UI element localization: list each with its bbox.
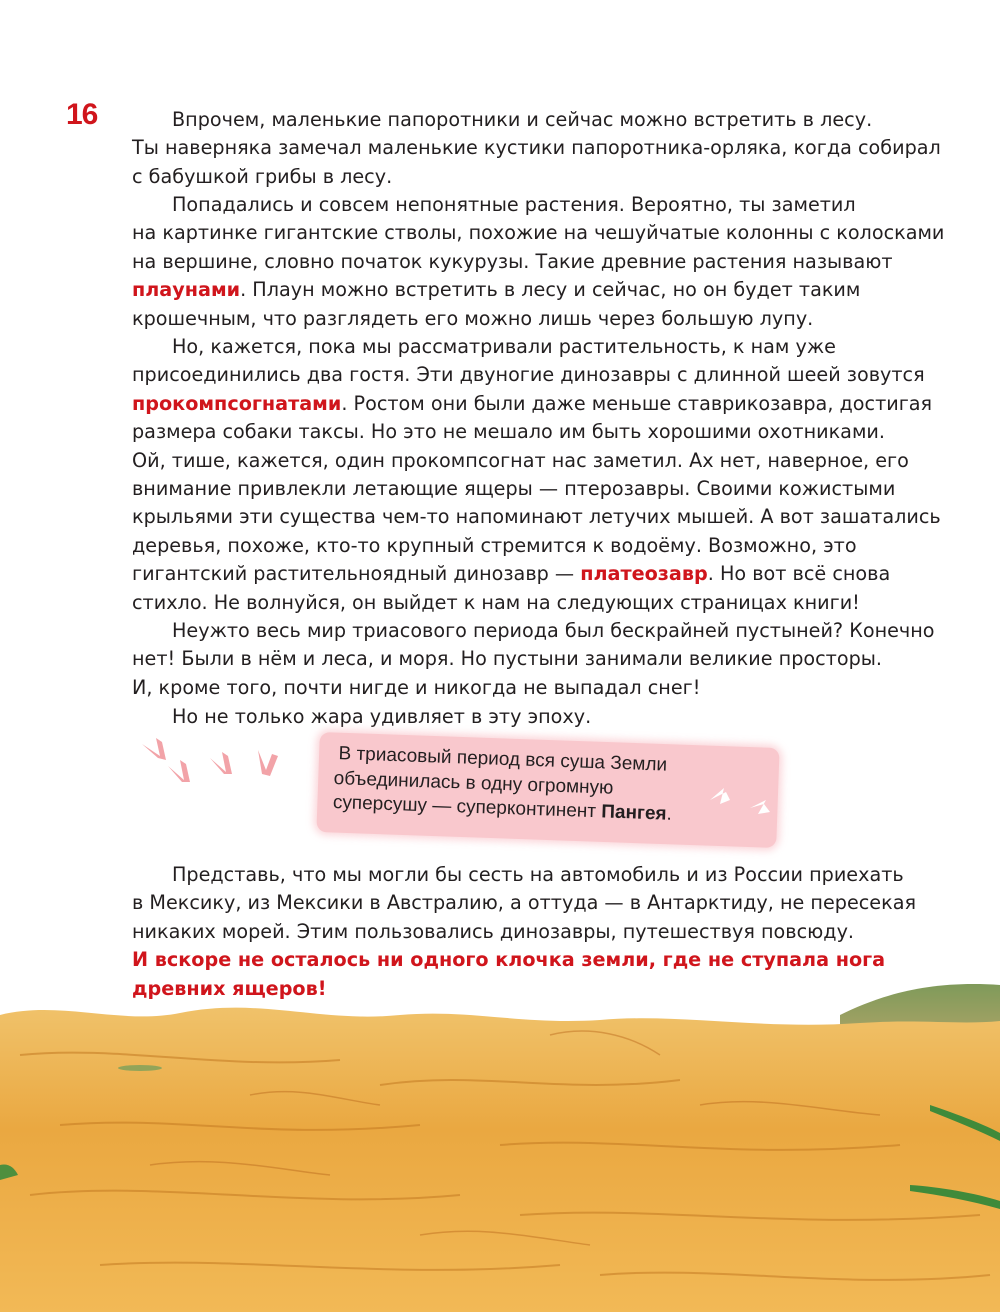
text-line	[132, 560, 908, 588]
text-line: на вершине, словно початок кукурузы. Такие древние растения называют	[132, 249, 893, 273]
text-line: Впрочем, маленькие папоротники и сейчас можно встретить в лесу.	[172, 108, 873, 131]
text-line: Представь, что мы могли бы сесть на автомобиль и из России приехать	[172, 863, 904, 886]
text-line: внимание привлекли летающие ящеры — птерозавры. Своими кожистыми	[132, 477, 896, 501]
page-number: 16	[66, 98, 98, 131]
term-pangaea: Пангея	[600, 801, 667, 825]
birds-illustration	[138, 730, 298, 810]
paragraph-heat	[132, 703, 908, 731]
bird-icon	[168, 760, 190, 782]
term-plateosaurus: платеозавр	[580, 562, 708, 586]
callout-text	[332, 742, 764, 830]
text-fragment: . Плаун можно встретить в лесу и сейчас, но он будет таким	[240, 278, 861, 302]
sand-dunes	[0, 1008, 1000, 1312]
paragraph-deserts	[132, 617, 935, 702]
highlight-line: И вскоре не осталось ни одного клочка земли, где не ступала нога	[132, 948, 886, 972]
highlight-line: древних ящеров!	[132, 976, 327, 1000]
text-line: размера собаки таксы. Но это не мешало им быть хорошими охотниками.	[132, 420, 885, 444]
bird-icon	[258, 750, 278, 776]
text-line: на картинке гигантские стволы, похожие на чешуйчатые колонны с колосками	[132, 221, 945, 245]
paragraph-ferns	[132, 106, 941, 191]
text-line: нет! Были в нём и леса, и моря. Но пустыни занимали великие просторы.	[132, 647, 883, 671]
paragraph-procompsognathus	[132, 333, 941, 617]
bird-icon	[750, 800, 770, 814]
paragraph-lycopods	[132, 191, 945, 333]
text-line: крошечным, что разглядеть его можно лишь через большую лупу.	[132, 306, 814, 330]
text-line: Неужто весь мир триасового периода был бескрайней пустыней? Конечно	[172, 619, 935, 642]
text-line: крыльями эти существа чем-то напоминают летучих мышей. А вот зашатались	[132, 505, 941, 529]
text-fragment: .	[666, 803, 673, 825]
term-procompsognathus: прокомпсогнатами	[132, 391, 342, 415]
callout-line: В триасовый период вся суша Земли	[338, 743, 668, 776]
text-line: Ой, тише, кажется, один прокомпсогнат нас заметил. Ах нет, наверное, его	[132, 448, 909, 472]
desert-landscape-illustration	[0, 975, 1000, 1312]
term-lycopods: плаунами	[132, 278, 241, 302]
text-line: стихло. Не волнуйся, он выйдет к нам на следующих страницах книги!	[132, 590, 860, 614]
bird-icon	[142, 738, 166, 760]
text-fragment: гигантский растительноядный динозавр —	[132, 562, 581, 586]
text-line: присоединились два гостя. Эти двуногие динозавры с длинной шеей зовутся	[132, 363, 925, 387]
white-birds-illustration	[706, 778, 786, 828]
text-line: никаких морей. Этим пользовались динозавры, путешествуя повсюду.	[132, 919, 855, 943]
text-line	[132, 390, 933, 418]
text-line: в Мексику, из Мексики в Австралию, а оттуда — в Антарктиду, не пересекая	[132, 891, 916, 915]
text-line: Но, кажется, пока мы рассматривали растительность, к нам уже	[172, 335, 836, 358]
text-line: И, кроме того, почти нигде и никогда не выпадал снег!	[132, 675, 701, 699]
callout-line: объединилась в одну огромную	[333, 767, 614, 799]
bird-icon	[710, 788, 730, 804]
text-fragment: суперсушу — суперконтинент	[332, 791, 602, 823]
bird-icon	[210, 752, 232, 774]
text-line: с бабушкой грибы в лесу.	[132, 164, 393, 188]
text-line: деревья, похоже, кто-то крупный стремится к водоёму. Возможно, это	[132, 533, 857, 557]
text-fragment: . Ростом они были даже меньше ставрикозавра, достигая	[341, 391, 933, 415]
text-line	[132, 276, 908, 304]
text-fragment: . Но вот всё снова	[707, 562, 891, 586]
text-line: Но не только жара удивляет в эту эпоху.	[172, 705, 592, 728]
text-line: Попадались и совсем непонятные растения. Вероятно, ты заметил	[172, 193, 856, 216]
text-line: Ты наверняка замечал маленькие кустики папоротника-орляка, когда собирал	[132, 136, 941, 160]
